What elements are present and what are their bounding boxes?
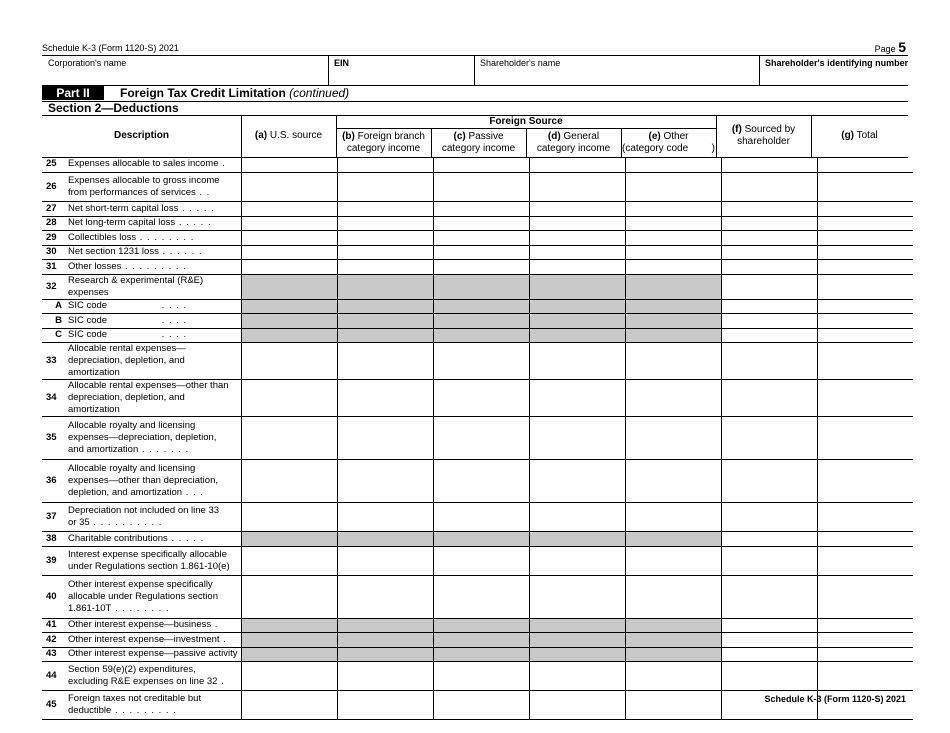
amount-cell-d	[529, 618, 625, 632]
amount-cell-c[interactable]	[433, 502, 529, 531]
line-description: Foreign taxes not creditable but deductible . . . . . . . . .	[68, 690, 241, 719]
amount-cell-c[interactable]	[433, 690, 529, 719]
amount-cell-a[interactable]	[241, 661, 337, 690]
line-description: Expenses allocable to gross income from performances of services . .	[68, 172, 241, 201]
amount-cell-a[interactable]	[241, 546, 337, 575]
col-d: (d) General category income	[536, 131, 611, 154]
amount-cell-e	[625, 647, 721, 661]
amount-cell-d[interactable]	[529, 342, 625, 379]
line-description: Other interest expense—investment .	[68, 632, 241, 647]
amount-cell-b[interactable]	[337, 379, 433, 416]
amount-cell-a[interactable]	[241, 690, 337, 719]
amount-cell-g[interactable]	[817, 502, 913, 531]
table-row	[42, 259, 913, 274]
amount-cell-b[interactable]	[337, 661, 433, 690]
table-row	[42, 502, 913, 531]
amount-cell-b	[337, 299, 433, 313]
amount-cell-d[interactable]	[529, 201, 625, 216]
line-number: 45	[42, 690, 68, 719]
line-number: 29	[42, 230, 68, 245]
line-number: 41	[42, 618, 68, 632]
table-row	[42, 328, 913, 342]
amount-cell-g[interactable]	[817, 201, 913, 216]
table-row	[42, 216, 913, 230]
amount-cell-e[interactable]	[625, 230, 721, 245]
table-row	[42, 575, 913, 618]
line-number: 33	[42, 342, 68, 379]
amount-cell-f[interactable]	[721, 575, 817, 618]
amount-cell-d[interactable]	[529, 230, 625, 245]
amount-cell-c	[433, 531, 529, 546]
table-row	[42, 531, 913, 546]
amount-cell-f[interactable]	[721, 618, 817, 632]
line-description: Other interest expense—passive activity	[68, 647, 241, 661]
amount-cell-d[interactable]	[529, 575, 625, 618]
table-row	[42, 618, 913, 632]
line-number: 40	[42, 575, 68, 618]
amount-cell-b	[337, 531, 433, 546]
amount-cell-c[interactable]	[433, 216, 529, 230]
line-description: Charitable contributions . . . . .	[68, 531, 241, 546]
table-row	[42, 632, 913, 647]
amount-cell-g[interactable]	[817, 575, 913, 618]
line-number: 37	[42, 502, 68, 531]
amount-cell-f[interactable]	[721, 531, 817, 546]
amount-cell-e[interactable]	[625, 157, 721, 172]
amount-cell-d	[529, 313, 625, 328]
shareholder-id-label: Shareholder's identifying number	[765, 58, 909, 68]
amount-cell-a	[241, 313, 337, 328]
amount-cell-g[interactable]	[817, 661, 913, 690]
table-row	[42, 546, 913, 575]
amount-cell-f[interactable]	[721, 502, 817, 531]
section-title: Section 2—Deductions	[48, 101, 179, 115]
line-description: Expenses allocable to sales income .	[68, 157, 241, 172]
amount-cell-g[interactable]	[817, 299, 913, 313]
amount-cell-a[interactable]	[241, 416, 337, 459]
amount-cell-e	[625, 531, 721, 546]
amount-cell-a	[241, 632, 337, 647]
amount-cell-a	[241, 647, 337, 661]
amount-cell-a[interactable]	[241, 157, 337, 172]
amount-cell-e[interactable]	[625, 342, 721, 379]
amount-cell-e	[625, 632, 721, 647]
table-row	[42, 201, 913, 216]
amount-cell-c[interactable]	[433, 546, 529, 575]
amount-cell-b	[337, 328, 433, 342]
amount-cell-e	[625, 313, 721, 328]
amount-cell-b[interactable]	[337, 245, 433, 259]
amount-cell-c[interactable]	[433, 259, 529, 274]
amount-cell-g[interactable]	[817, 342, 913, 379]
amount-cell-e[interactable]	[625, 459, 721, 502]
part-title: Foreign Tax Credit Limitation (continued)	[120, 86, 350, 100]
line-number: 42	[42, 632, 68, 647]
amount-cell-b[interactable]	[337, 416, 433, 459]
line-description: Allocable rental expenses—other than depreciation, depletion, and amortization	[68, 379, 241, 416]
line-number: 38	[42, 531, 68, 546]
amount-cell-g[interactable]	[817, 459, 913, 502]
amount-cell-f[interactable]	[721, 172, 817, 201]
amount-cell-b[interactable]	[337, 459, 433, 502]
line-description: SIC code . . . .	[68, 313, 241, 328]
amount-cell-b[interactable]	[337, 259, 433, 274]
amount-cell-f[interactable]	[721, 647, 817, 661]
col-c: (c) Passive category income	[441, 131, 516, 154]
ein-label: EIN	[334, 58, 350, 68]
amount-cell-b[interactable]	[337, 216, 433, 230]
amount-cell-g[interactable]	[817, 245, 913, 259]
amount-cell-b[interactable]	[337, 230, 433, 245]
amount-cell-g[interactable]	[817, 618, 913, 632]
line-description: Depreciation not included on line 33 or 35 . . . . . . . . . .	[68, 502, 241, 531]
footer-form-name: Schedule K-3 (Form 1120-S) 2021	[764, 694, 906, 704]
form-name: Schedule K-3 (Form 1120-S) 2021	[42, 43, 179, 53]
amount-cell-g[interactable]	[817, 647, 913, 661]
line-number: 35	[42, 416, 68, 459]
line-number: 39	[42, 546, 68, 575]
amount-cell-a[interactable]	[241, 259, 337, 274]
amount-cell-b[interactable]	[337, 690, 433, 719]
line-description: Net section 1231 loss . . . . . .	[68, 245, 241, 259]
line-description: Other interest expense specifically allocable under Regulations section 1.861-10T . . . . . . . .	[68, 575, 241, 618]
amount-cell-d[interactable]	[529, 245, 625, 259]
part-badge: Part II	[42, 86, 104, 100]
line-number: 30	[42, 245, 68, 259]
amount-cell-e[interactable]	[625, 245, 721, 259]
amount-cell-e[interactable]	[625, 661, 721, 690]
amount-cell-a[interactable]	[241, 216, 337, 230]
amount-cell-e[interactable]	[625, 172, 721, 201]
table-row	[42, 157, 913, 172]
amount-cell-a	[241, 531, 337, 546]
amount-cell-g[interactable]	[817, 546, 913, 575]
amount-cell-c	[433, 618, 529, 632]
amount-cell-g[interactable]	[817, 216, 913, 230]
amount-cell-d	[529, 531, 625, 546]
amount-cell-d[interactable]	[529, 416, 625, 459]
line-description: Research & experimental (R&E) expenses	[68, 274, 241, 299]
amount-cell-b	[337, 618, 433, 632]
amount-cell-a[interactable]	[241, 342, 337, 379]
line-description: Other losses . . . . . . . . .	[68, 259, 241, 274]
amount-cell-g[interactable]	[817, 172, 913, 201]
amount-cell-c	[433, 274, 529, 299]
col-description: Description	[113, 130, 169, 141]
amount-cell-d	[529, 632, 625, 647]
amount-cell-d[interactable]	[529, 157, 625, 172]
table-row	[42, 313, 913, 328]
amount-cell-d	[529, 274, 625, 299]
amount-cell-f[interactable]	[721, 274, 817, 299]
amount-cell-f[interactable]	[721, 459, 817, 502]
amount-cell-d	[529, 299, 625, 313]
page-label: Page	[874, 44, 896, 54]
line-description: Other interest expense—business .	[68, 618, 241, 632]
amount-cell-c[interactable]	[433, 172, 529, 201]
table-row	[42, 274, 913, 299]
amount-cell-e[interactable]	[625, 575, 721, 618]
line-number: B	[42, 313, 68, 328]
amount-cell-g[interactable]	[817, 379, 913, 416]
amount-cell-c	[433, 632, 529, 647]
amount-cell-f[interactable]	[721, 201, 817, 216]
amount-cell-e	[625, 274, 721, 299]
amount-cell-g[interactable]	[817, 274, 913, 299]
amount-cell-e[interactable]	[625, 502, 721, 531]
line-number: A	[42, 299, 68, 313]
page-label-group	[875, 39, 906, 55]
amount-cell-c[interactable]	[433, 379, 529, 416]
amount-cell-f[interactable]	[721, 328, 817, 342]
amount-cell-d[interactable]	[529, 690, 625, 719]
line-description: Collectibles loss . . . . . . . .	[68, 230, 241, 245]
line-number: C	[42, 328, 68, 342]
line-description: SIC code . . . .	[68, 299, 241, 313]
amount-cell-e[interactable]	[625, 201, 721, 216]
amount-cell-a[interactable]	[241, 459, 337, 502]
amount-cell-f[interactable]	[721, 416, 817, 459]
rule-top	[42, 55, 908, 56]
amount-cell-c[interactable]	[433, 342, 529, 379]
table-row	[42, 661, 913, 690]
amount-cell-d[interactable]	[529, 216, 625, 230]
amount-cell-f[interactable]	[721, 230, 817, 245]
amount-cell-a[interactable]	[241, 201, 337, 216]
line-number: 27	[42, 201, 68, 216]
line-description: SIC code . . . .	[68, 328, 241, 342]
col-foreign-source: Foreign Source	[489, 116, 563, 127]
amount-cell-c[interactable]	[433, 201, 529, 216]
amount-cell-f[interactable]	[721, 342, 817, 379]
amount-cell-e[interactable]	[625, 546, 721, 575]
amount-cell-f[interactable]	[721, 245, 817, 259]
line-description: Net short-term capital loss . . . . .	[68, 201, 241, 216]
amount-cell-a[interactable]	[241, 245, 337, 259]
amount-cell-c[interactable]	[433, 157, 529, 172]
amount-cell-c[interactable]	[433, 459, 529, 502]
amount-cell-f[interactable]	[721, 216, 817, 230]
corporation-name-label: Corporation's name	[48, 58, 127, 68]
amount-cell-c[interactable]	[433, 230, 529, 245]
col-e: (e) Other (category code )	[622, 131, 715, 154]
amount-cell-e	[625, 299, 721, 313]
line-number: 43	[42, 647, 68, 661]
amount-cell-a[interactable]	[241, 379, 337, 416]
amount-cell-d[interactable]	[529, 502, 625, 531]
amount-cell-d[interactable]	[529, 459, 625, 502]
line-number: 36	[42, 459, 68, 502]
amount-cell-e[interactable]	[625, 379, 721, 416]
amount-cell-g[interactable]	[817, 230, 913, 245]
shareholder-name-label: Shareholder's name	[480, 58, 561, 68]
table-row	[42, 416, 913, 459]
amount-cell-d	[529, 328, 625, 342]
amount-cell-d	[529, 647, 625, 661]
amount-cell-b	[337, 632, 433, 647]
amount-cell-c[interactable]	[433, 416, 529, 459]
amount-cell-e	[625, 618, 721, 632]
amount-cell-b[interactable]	[337, 575, 433, 618]
amount-cell-a[interactable]	[241, 575, 337, 618]
line-description: Section 59(e)(2) expenditures, excluding R&E expenses on line 32 .	[68, 661, 241, 690]
line-description: Interest expense specifically allocable under Regulations section 1.861-10(e)	[68, 546, 241, 575]
line-number: 28	[42, 216, 68, 230]
amount-cell-b[interactable]	[337, 502, 433, 531]
amount-cell-b[interactable]	[337, 546, 433, 575]
amount-cell-c[interactable]	[433, 661, 529, 690]
amount-cell-g[interactable]	[817, 531, 913, 546]
amount-cell-g[interactable]	[817, 313, 913, 328]
amount-cell-f[interactable]	[721, 259, 817, 274]
line-number: 44	[42, 661, 68, 690]
line-description: Allocable rental expenses— depreciation, depletion, and amortization	[68, 342, 241, 379]
line-description: Allocable royalty and licensing expenses—depreciation, depletion, and amortization . . . . . . .	[68, 416, 241, 459]
table-row	[42, 245, 913, 259]
amount-cell-f[interactable]	[721, 379, 817, 416]
amount-cell-e[interactable]	[625, 416, 721, 459]
line-description: Allocable royalty and licensing expenses—other than depreciation, depletion, and amortization . . .	[68, 459, 241, 502]
col-a: (a) U.S. source	[254, 130, 323, 141]
amount-cell-e	[625, 328, 721, 342]
line-number: 32	[42, 274, 68, 299]
amount-cell-f[interactable]	[721, 157, 817, 172]
amount-cell-g[interactable]	[817, 259, 913, 274]
line-number: 31	[42, 259, 68, 274]
amount-cell-c	[433, 299, 529, 313]
line-number: 25	[42, 157, 68, 172]
amount-cell-d[interactable]	[529, 661, 625, 690]
amount-cell-f[interactable]	[721, 299, 817, 313]
amount-cell-a	[241, 328, 337, 342]
col-f: (f) Sourced by shareholder	[731, 124, 796, 147]
table-row	[42, 172, 913, 201]
amount-cell-a	[241, 274, 337, 299]
amount-cell-a[interactable]	[241, 172, 337, 201]
amount-cell-b[interactable]	[337, 342, 433, 379]
amount-cell-d[interactable]	[529, 546, 625, 575]
table-row	[42, 342, 913, 379]
amount-cell-e[interactable]	[625, 216, 721, 230]
amount-cell-b[interactable]	[337, 201, 433, 216]
amount-cell-a	[241, 618, 337, 632]
amount-cell-b	[337, 274, 433, 299]
amount-cell-b	[337, 647, 433, 661]
amount-cell-d[interactable]	[529, 172, 625, 201]
line-number: 34	[42, 379, 68, 416]
amount-cell-c	[433, 328, 529, 342]
amount-cell-c	[433, 647, 529, 661]
table-row	[42, 647, 913, 661]
table-row	[42, 379, 913, 416]
table-row	[42, 230, 913, 245]
amount-cell-f[interactable]	[721, 313, 817, 328]
amount-cell-e[interactable]	[625, 690, 721, 719]
amount-cell-c[interactable]	[433, 575, 529, 618]
col-b: (b) Foreign branch category income	[342, 131, 425, 154]
amount-cell-b[interactable]	[337, 172, 433, 201]
amount-cell-d[interactable]	[529, 259, 625, 274]
amount-cell-c	[433, 313, 529, 328]
amount-cell-b	[337, 313, 433, 328]
amount-cell-g[interactable]	[817, 632, 913, 647]
amount-cell-g[interactable]	[817, 416, 913, 459]
amount-cell-c[interactable]	[433, 245, 529, 259]
line-description: Net long-term capital loss . . . . .	[68, 216, 241, 230]
line-number: 26	[42, 172, 68, 201]
deductions-table	[42, 157, 913, 720]
amount-cell-g[interactable]	[817, 157, 913, 172]
amount-cell-f[interactable]	[721, 632, 817, 647]
amount-cell-g[interactable]	[817, 328, 913, 342]
table-row	[42, 459, 913, 502]
amount-cell-e[interactable]	[625, 259, 721, 274]
col-g: (g) Total	[841, 130, 878, 141]
page-number: 5	[898, 39, 906, 55]
amount-cell-b[interactable]	[337, 157, 433, 172]
amount-cell-a	[241, 299, 337, 313]
amount-cell-f[interactable]	[721, 546, 817, 575]
amount-cell-a[interactable]	[241, 230, 337, 245]
table-row	[42, 299, 913, 313]
amount-cell-a[interactable]	[241, 502, 337, 531]
amount-cell-d[interactable]	[529, 379, 625, 416]
amount-cell-f[interactable]	[721, 661, 817, 690]
